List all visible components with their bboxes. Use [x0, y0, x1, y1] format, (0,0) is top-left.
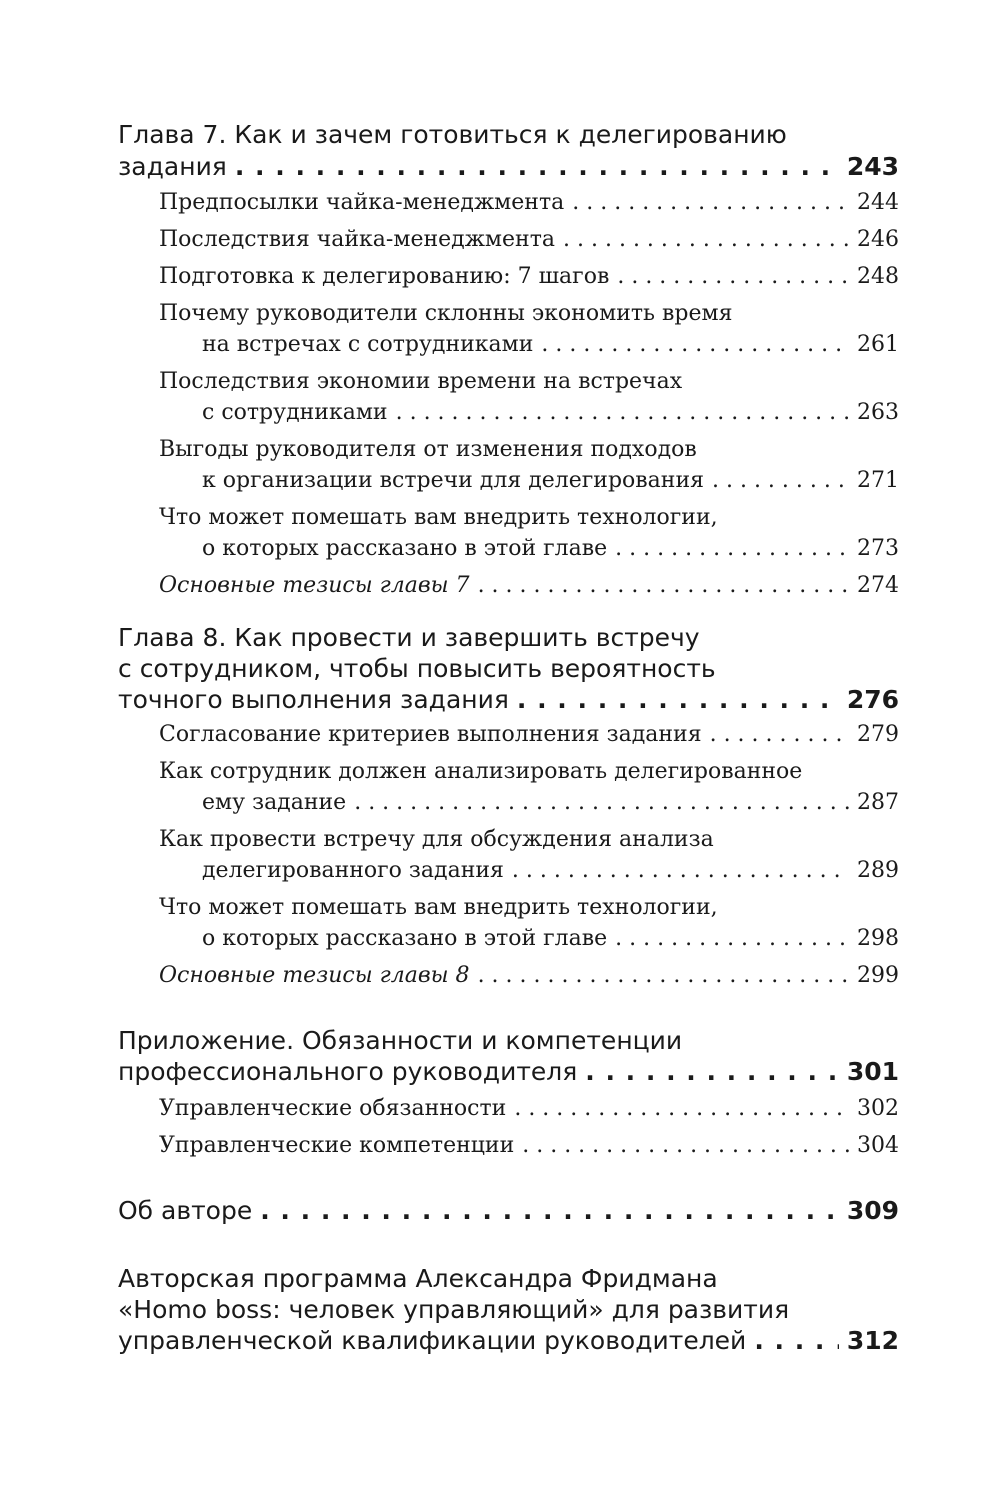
entry-title: Управленческие обязанности [159, 1096, 507, 1121]
chapter-title-line [118, 683, 899, 716]
entry-title-line: Выгоды руководителя от изменения подходов [159, 437, 697, 462]
page-number: 287 [857, 790, 899, 815]
chapter-title-line: Авторская программа Александра Фридмана [118, 1264, 718, 1293]
page-number: 244 [857, 190, 899, 215]
chapter-title-line: «Homo boss: человек управляющий» для развития [118, 1295, 790, 1324]
entry-title: на встречах с сотрудниками [202, 332, 534, 357]
leader-dots [572, 188, 849, 218]
entry-title-line: Что может помешать вам внедрить технологии, [159, 505, 718, 530]
chapter-title-line [118, 150, 899, 183]
entry-title-line: Почему руководители склонны экономить время [159, 301, 733, 326]
leader-dots [478, 961, 849, 991]
leader-dots [710, 720, 849, 750]
leader-dots [522, 1131, 849, 1161]
page-number: 279 [857, 722, 899, 747]
chapter-title-text: профессионального руководителя [118, 1057, 578, 1086]
page-number: 273 [857, 536, 899, 561]
entry-title-line: Как провести встречу для обсуждения анализа [159, 827, 714, 852]
leader-dots [541, 330, 849, 360]
chapter-title-line [118, 1055, 899, 1088]
leader-dots [514, 1094, 849, 1124]
chapter-title-text: управленческой квалификации руководителей [118, 1326, 747, 1355]
leader-dots [260, 1194, 839, 1227]
chapter-title-line [118, 1194, 899, 1227]
entry-title: Основные тезисы главы 7 [159, 573, 470, 598]
entry-title: с сотрудниками [202, 400, 388, 425]
entry-title: делегированного задания [202, 858, 504, 883]
page-number: 289 [857, 858, 899, 883]
leader-dots [617, 262, 849, 292]
chapter-title-text: точного выполнения задания [118, 685, 509, 714]
page-number: 304 [857, 1133, 899, 1158]
chapter-title-line: Глава 8. Как провести и завершить встречу [118, 623, 700, 652]
leader-dots [517, 683, 839, 716]
page-number: 309 [846, 1196, 899, 1225]
leader-dots [615, 534, 849, 564]
page-number: 246 [857, 227, 899, 252]
page-number: 248 [857, 264, 899, 289]
chapter-title-text: задания [118, 152, 227, 181]
page-number: 271 [857, 468, 899, 493]
chapter-title-line: Приложение. Обязанности и компетенции [118, 1026, 683, 1055]
leader-dots [585, 1055, 839, 1088]
entry-title: к организации встречи для делегирования [202, 468, 704, 493]
page-number: 298 [857, 926, 899, 951]
entry-title-line: Как сотрудник должен анализировать делегированное [159, 759, 803, 784]
entry-title: Последствия чайка-менеджмента [159, 227, 556, 252]
leader-dots [712, 466, 849, 496]
entry-title: Предпосылки чайка-менеджмента [159, 190, 565, 215]
page-number: 301 [846, 1057, 899, 1086]
entry-title-line: Что может помешать вам внедрить технологии, [159, 895, 718, 920]
leader-dots [615, 924, 849, 954]
entry-title: Основные тезисы главы 8 [159, 963, 470, 988]
page-number: 302 [857, 1096, 899, 1121]
entry-title: Согласование критериев выполнения задания [159, 722, 702, 747]
entry-title: о которых рассказано в этой главе [202, 536, 608, 561]
leader-dots [563, 225, 849, 255]
page-number: 274 [857, 573, 899, 598]
page-number: 263 [857, 400, 899, 425]
entry-title: ему задание [202, 790, 347, 815]
page-number: 276 [846, 685, 899, 714]
page-number: 299 [857, 963, 899, 988]
page-number: 312 [846, 1326, 899, 1355]
chapter-title-line: с сотрудником, чтобы повысить вероятность [118, 654, 716, 683]
chapter-title-text: Об авторе [118, 1196, 253, 1225]
page-number: 261 [857, 332, 899, 357]
leader-dots [512, 856, 849, 886]
leader-dots [396, 398, 849, 428]
chapter-title-line: Глава 7. Как и зачем готовиться к делегированию [118, 120, 787, 149]
entry-title-line: Последствия экономии времени на встречах [159, 369, 683, 394]
entry-title: о которых рассказано в этой главе [202, 926, 608, 951]
chapter-title-line [118, 1324, 899, 1357]
entry-title: Управленческие компетенции [159, 1133, 515, 1158]
leader-dots [354, 788, 849, 818]
entry-title: Подготовка к делегированию: 7 шагов [159, 264, 610, 289]
leader-dots [754, 1324, 839, 1357]
leader-dots [235, 150, 839, 183]
leader-dots [478, 571, 849, 601]
page-number: 243 [846, 152, 899, 181]
